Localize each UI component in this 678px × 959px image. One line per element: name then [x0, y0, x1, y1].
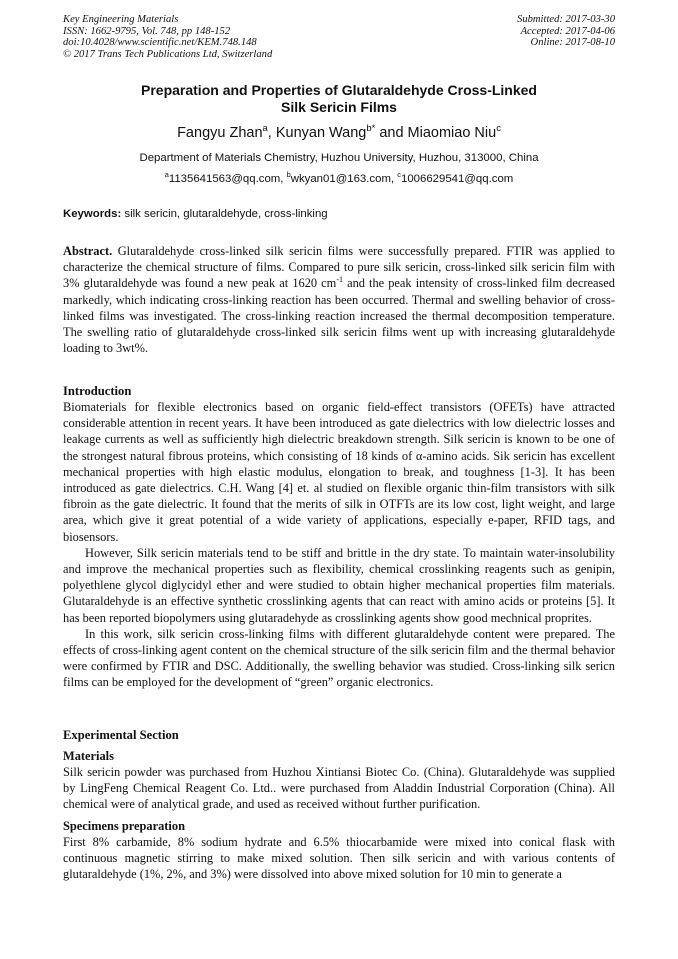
- author-marker: c: [496, 122, 501, 134]
- abstract-unit-exponent: -1: [336, 275, 344, 285]
- experimental-heading: Experimental Section: [63, 728, 179, 742]
- date-online: Online: 2017-08-10: [530, 37, 615, 49]
- introduction-paragraph-1: Biomaterials for flexible electronics based on organic field-effect transistors (OFETs) have attracted considerable attention in recent years. It have been introduced as gate dielectrics with low dielectric losses and leakage currents as well as sufficiently high dielectric breakdown strength. Silk sericin is known to be one of the strongest natural fibrous proteins, which consisting of 18 kinds of α-amino acids. Sik sericin has excellent mechanical properties with high elastic modulus, elongation to break, and toughness [1-3]. It has been introduced as gate dielectrics. C.H. Wang [4] et. al studied on flexible organic thin-film transistors with silk fibroin as the gate dielectric. It found that the merits of silk in OTFTs are its low cost, light weight, and large area, which give it great potential of a wide variety of applications, especially e-paper, RFID tags, and biosensors.: [63, 400, 615, 544]
- journal-name: Key Engineering Materials: [63, 14, 179, 25]
- abstract-label: Abstract.: [63, 244, 113, 258]
- email-separator: ,: [390, 173, 398, 185]
- author-emails: [63, 172, 615, 186]
- paper-title: [63, 82, 615, 116]
- introduction-heading: Introduction: [63, 384, 132, 398]
- keywords: [63, 207, 615, 221]
- email-marker: b: [286, 170, 291, 180]
- title-line-2: Silk Sericin Films: [281, 99, 397, 115]
- title-line-1: Preparation and Properties of Glutaraldehyde Cross-Linked: [141, 82, 537, 98]
- journal-doi[interactable]: doi:10.4028/www.scientific.net/KEM.748.148: [63, 37, 257, 49]
- materials-heading: Materials: [63, 749, 114, 763]
- email-separator: ,: [280, 173, 287, 185]
- specimens-paragraph: First 8% carbamide, 8% sodium hydrate and 6.5% thiocarbamide were mixed into conical flask with continuous magnetic stirring to make mixed solution. Then silk sericin and with various contents of glutaraldehyde (1%, 2%, and 3%) were dissolved into above mixed solution for 10 min to generate a: [63, 834, 615, 882]
- email-marker: c: [397, 170, 401, 180]
- date-submitted: Submitted: 2017-03-30: [517, 14, 615, 25]
- author-separator: and: [375, 125, 408, 141]
- journal-info: [63, 14, 272, 60]
- materials-paragraph: Silk sericin powder was purchased from Huzhou Xintiansi Biotec Co. (China). Glutaraldehyde was supplied by LingFeng Chemical Reagent Co. Ltd.. were purchased from Aladdin Industrial Corporation (China). All chemical were of analytical grade, and used as received without further purification.: [63, 765, 615, 812]
- journal-copyright: © 2017 Trans Tech Publications Ltd, Switzerland: [63, 48, 273, 60]
- author-list: [63, 124, 615, 142]
- author-name: Fangyu Zhan: [177, 125, 263, 141]
- introduction-section: [63, 383, 615, 691]
- email-address[interactable]: wkyan01@163.com: [290, 173, 391, 185]
- email-address[interactable]: 1006629541@qq.com: [401, 173, 514, 185]
- abstract-text-continued: and the peak intensity of cross-linked film decreased markedly, which indicating cross-linking reaction has been occurred. Thermal and swelling behavior of cross-linked films was investigated. The cross-linking reaction increased the thermal decomposition temperature. The swelling ratio of glutaraldehyde cross-linked silk sericin films went up with increasing glutaraldehyde loading to 3wt%.: [63, 276, 616, 356]
- abstract-text: Glutaraldehyde cross-linked silk sericin films were successfully prepared. FTIR was applied to characterize the chemical structure of films. Compared to pure silk sericin, cross-linked silk sericin film with 3% glutaraldehyde was found a new peak at 1620 cm: [63, 244, 615, 291]
- email-marker: a: [164, 170, 169, 180]
- keywords-label: Keywords:: [63, 208, 122, 220]
- specimens-heading: Specimens preparation: [63, 818, 185, 833]
- experimental-section: [63, 727, 615, 882]
- author-name: Kunyan Wang: [275, 125, 367, 141]
- affiliation: Department of Materials Chemistry, Huzhou University, Huzhou, 313000, China: [139, 152, 539, 164]
- author-marker: a: [262, 122, 268, 134]
- publication-dates: [517, 14, 615, 49]
- abstract: [63, 243, 615, 356]
- author-marker: b*: [366, 122, 376, 134]
- keywords-text: silk sericin, glutaraldehyde, cross-linking: [121, 208, 328, 220]
- introduction-paragraph-3: In this work, silk sericin cross-linking films with different glutaraldehyde content were prepared. The effects of cross-linking agent content on the chemical structure of the silk sericin film and the thermal behavior were confirmed by FTIR and DSC. Additionally, the swelling behavior was studied. Cross-linking silk sericn films can be employed for the development of “green” organic electronics.: [63, 626, 615, 690]
- journal-issn: ISSN: 1662-9795, Vol. 748, pp 148-152: [63, 25, 231, 37]
- author-separator: ,: [267, 125, 276, 141]
- author-name: Miaomiao Niu: [407, 125, 497, 141]
- email-address[interactable]: 1135641563@qq.com: [168, 173, 281, 185]
- introduction-paragraph-2: However, Silk sericin materials tend to be stiff and brittle in the dry state. To maintain water-insolubility and improve the mechanical properties such as flexibility, chemical crosslinking reagents such as genipin, polyethlene glycol diglycidyl ether and were studied to obtain higher mechanical properties film materials. Glutaraldehyde is an effective synthetic crosslinking agents that can react with amino acids or proteins [5]. It has been reported biopolymers using glutaradehyde as crosslinking agents show good mechnical proprites.: [63, 545, 615, 625]
- date-accepted: Accepted: 2017-04-06: [520, 25, 615, 37]
